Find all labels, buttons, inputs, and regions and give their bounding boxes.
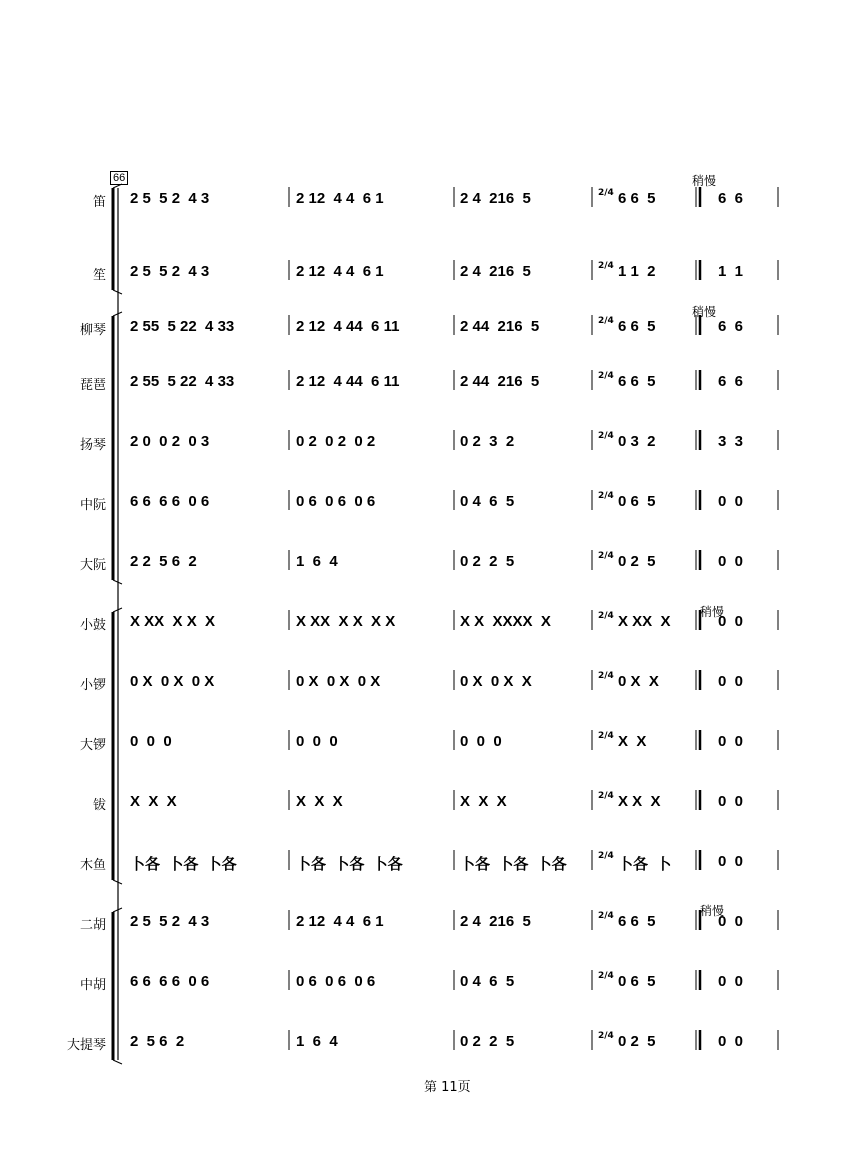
measure-liuqin-2: 2 12 4 44 6 11 bbox=[296, 318, 400, 335]
instrument-name-muyu: 木鱼 bbox=[79, 858, 106, 873]
measure-di-5: 6 6 bbox=[718, 190, 744, 207]
measure-datiqin-2: 1 6 4 bbox=[296, 1033, 338, 1050]
measure-datiqin-5: 0 0 bbox=[718, 1033, 744, 1050]
measure-xiaogu-5: 0 0 bbox=[718, 613, 744, 630]
measure-sheng-3: 2 4 216 5 bbox=[460, 263, 531, 280]
measure-zhonghu-3: 0 4 6 5 bbox=[460, 973, 515, 990]
tempo-marking-liuqin: 稍慢 bbox=[692, 305, 717, 319]
measure-erhu-4: 6 6 5 bbox=[618, 913, 656, 930]
measure-di-4: 6 6 5 bbox=[618, 190, 656, 207]
measure-erhu-2: 2 12 4 4 6 1 bbox=[296, 913, 384, 930]
measure-liuqin-1: 2 55 5 22 4 33 bbox=[130, 318, 235, 335]
time-signature-xiaogu: 2/4 bbox=[598, 611, 614, 621]
measure-xiaogu-3: X X XXXX X bbox=[460, 613, 551, 630]
measure-liuqin-5: 6 6 bbox=[718, 318, 744, 335]
measure-datiqin-1: 2 5 6 2 bbox=[130, 1033, 185, 1050]
page-number: 第 11页 bbox=[424, 1080, 471, 1095]
instrument-name-zhonghu: 中胡 bbox=[79, 978, 106, 993]
measure-daruan-1: 2 2 5 6 2 bbox=[130, 553, 197, 570]
rehearsal-mark: 66 bbox=[110, 171, 128, 185]
measure-yangqin-5: 3 3 bbox=[718, 433, 744, 450]
tempo-marking-xiaogu: 稍慢 bbox=[700, 605, 725, 619]
measure-zhongruan-4: 0 6 5 bbox=[618, 493, 656, 510]
measure-bo-2: X X X bbox=[296, 793, 343, 810]
measure-muyu-4: 卜各 卜 bbox=[618, 856, 672, 873]
instrument-name-datiqin: 大提琴 bbox=[66, 1038, 106, 1053]
measure-xiaoluo-3: 0 X 0 X X bbox=[460, 673, 532, 690]
measure-bo-4: X X X bbox=[618, 793, 661, 810]
time-signature-yangqin: 2/4 bbox=[598, 431, 614, 441]
measure-muyu-3: 卜各 卜各 卜各 bbox=[460, 856, 567, 873]
measure-sheng-2: 2 12 4 4 6 1 bbox=[296, 263, 384, 280]
measure-datiqin-3: 0 2 2 5 bbox=[460, 1033, 515, 1050]
time-signature-erhu: 2/4 bbox=[598, 911, 614, 921]
time-signature-daluo: 2/4 bbox=[598, 731, 614, 741]
measure-di-1: 2 5 5 2 4 3 bbox=[130, 190, 210, 207]
measure-muyu-2: 卜各 卜各 卜各 bbox=[296, 856, 403, 873]
time-signature-di: 2/4 bbox=[598, 188, 614, 198]
measure-daruan-5: 0 0 bbox=[718, 553, 744, 570]
tempo-marking-di: 稍慢 bbox=[692, 174, 717, 188]
measure-datiqin-4: 0 2 5 bbox=[618, 1033, 656, 1050]
measure-xiaoluo-2: 0 X 0 X 0 X bbox=[296, 673, 381, 690]
instrument-name-xiaogu: 小鼓 bbox=[79, 618, 106, 633]
measure-liuqin-3: 2 44 216 5 bbox=[460, 318, 540, 335]
measure-pipa-2: 2 12 4 44 6 11 bbox=[296, 373, 400, 390]
instrument-name-daluo: 大锣 bbox=[79, 738, 106, 753]
measure-bo-3: X X X bbox=[460, 793, 507, 810]
measure-daruan-2: 1 6 4 bbox=[296, 553, 338, 570]
measure-xiaogu-2: X XX X X X X bbox=[296, 613, 396, 630]
measure-xiaogu-1: X XX X X X bbox=[130, 613, 216, 630]
measure-di-3: 2 4 216 5 bbox=[460, 190, 531, 207]
measure-zhonghu-5: 0 0 bbox=[718, 973, 744, 990]
measure-daluo-4: X X bbox=[618, 733, 647, 750]
time-signature-liuqin: 2/4 bbox=[598, 316, 614, 326]
measure-liuqin-4: 6 6 5 bbox=[618, 318, 656, 335]
measure-xiaoluo-5: 0 0 bbox=[718, 673, 744, 690]
measure-erhu-1: 2 5 5 2 4 3 bbox=[130, 913, 210, 930]
measure-bo-5: 0 0 bbox=[718, 793, 744, 810]
measure-daruan-3: 0 2 2 5 bbox=[460, 553, 515, 570]
instrument-name-erhu: 二胡 bbox=[79, 918, 106, 933]
measure-daluo-1: 0 0 0 bbox=[130, 733, 172, 750]
measure-yangqin-3: 0 2 3 2 bbox=[460, 433, 515, 450]
measure-pipa-3: 2 44 216 5 bbox=[460, 373, 540, 390]
measure-zhongruan-2: 0 6 0 6 0 6 bbox=[296, 493, 376, 510]
measure-yangqin-1: 2 0 0 2 0 3 bbox=[130, 433, 210, 450]
measure-erhu-5: 0 0 bbox=[718, 913, 744, 930]
time-signature-pipa: 2/4 bbox=[598, 371, 614, 381]
measure-yangqin-2: 0 2 0 2 0 2 bbox=[296, 433, 376, 450]
measure-sheng-4: 1 1 2 bbox=[618, 263, 656, 280]
measure-muyu-5: 0 0 bbox=[718, 853, 744, 870]
measure-zhonghu-4: 0 6 5 bbox=[618, 973, 656, 990]
time-signature-zhonghu: 2/4 bbox=[598, 971, 614, 981]
measure-daruan-4: 0 2 5 bbox=[618, 553, 656, 570]
measure-zhongruan-3: 0 4 6 5 bbox=[460, 493, 515, 510]
measure-zhonghu-2: 0 6 0 6 0 6 bbox=[296, 973, 376, 990]
time-signature-muyu: 2/4 bbox=[598, 851, 614, 861]
time-signature-datiqin: 2/4 bbox=[598, 1031, 614, 1041]
measure-di-2: 2 12 4 4 6 1 bbox=[296, 190, 384, 207]
measure-daluo-3: 0 0 0 bbox=[460, 733, 502, 750]
measure-zhonghu-1: 6 6 6 6 0 6 bbox=[130, 973, 210, 990]
measure-xiaogu-4: X XX X bbox=[618, 613, 671, 630]
measure-pipa-4: 6 6 5 bbox=[618, 373, 656, 390]
instrument-name-yangqin: 扬琴 bbox=[79, 438, 106, 453]
tempo-marking-erhu: 稍慢 bbox=[700, 904, 725, 918]
instrument-name-sheng: 笙 bbox=[92, 268, 106, 283]
measure-sheng-1: 2 5 5 2 4 3 bbox=[130, 263, 210, 280]
measure-daluo-2: 0 0 0 bbox=[296, 733, 338, 750]
instrument-name-xiaoluo: 小锣 bbox=[79, 678, 106, 693]
measure-sheng-5: 1 1 bbox=[718, 263, 744, 280]
measure-erhu-3: 2 4 216 5 bbox=[460, 913, 531, 930]
measure-pipa-1: 2 55 5 22 4 33 bbox=[130, 373, 235, 390]
time-signature-zhongruan: 2/4 bbox=[598, 491, 614, 501]
time-signature-sheng: 2/4 bbox=[598, 261, 614, 271]
measure-bo-1: X X X bbox=[130, 793, 177, 810]
measure-pipa-5: 6 6 bbox=[718, 373, 744, 390]
measure-xiaoluo-4: 0 X X bbox=[618, 673, 659, 690]
instrument-name-pipa: 琵琶 bbox=[79, 378, 106, 393]
measure-zhongruan-5: 0 0 bbox=[718, 493, 744, 510]
measure-muyu-1: 卜各 卜各 卜各 bbox=[130, 856, 237, 873]
instrument-name-di: 笛 bbox=[92, 195, 106, 210]
time-signature-daruan: 2/4 bbox=[598, 551, 614, 561]
instrument-name-daruan: 大阮 bbox=[79, 558, 106, 573]
group-bracket-bottom bbox=[113, 1060, 122, 1064]
measure-yangqin-4: 0 3 2 bbox=[618, 433, 656, 450]
measure-xiaoluo-1: 0 X 0 X 0 X bbox=[130, 673, 215, 690]
measure-zhongruan-1: 6 6 6 6 0 6 bbox=[130, 493, 210, 510]
time-signature-xiaoluo: 2/4 bbox=[598, 671, 614, 681]
time-signature-bo: 2/4 bbox=[598, 791, 614, 801]
instrument-name-bo: 钹 bbox=[92, 798, 106, 813]
instrument-name-zhongruan: 中阮 bbox=[79, 498, 106, 513]
measure-daluo-5: 0 0 bbox=[718, 733, 744, 750]
instrument-name-liuqin: 柳琴 bbox=[79, 323, 106, 338]
